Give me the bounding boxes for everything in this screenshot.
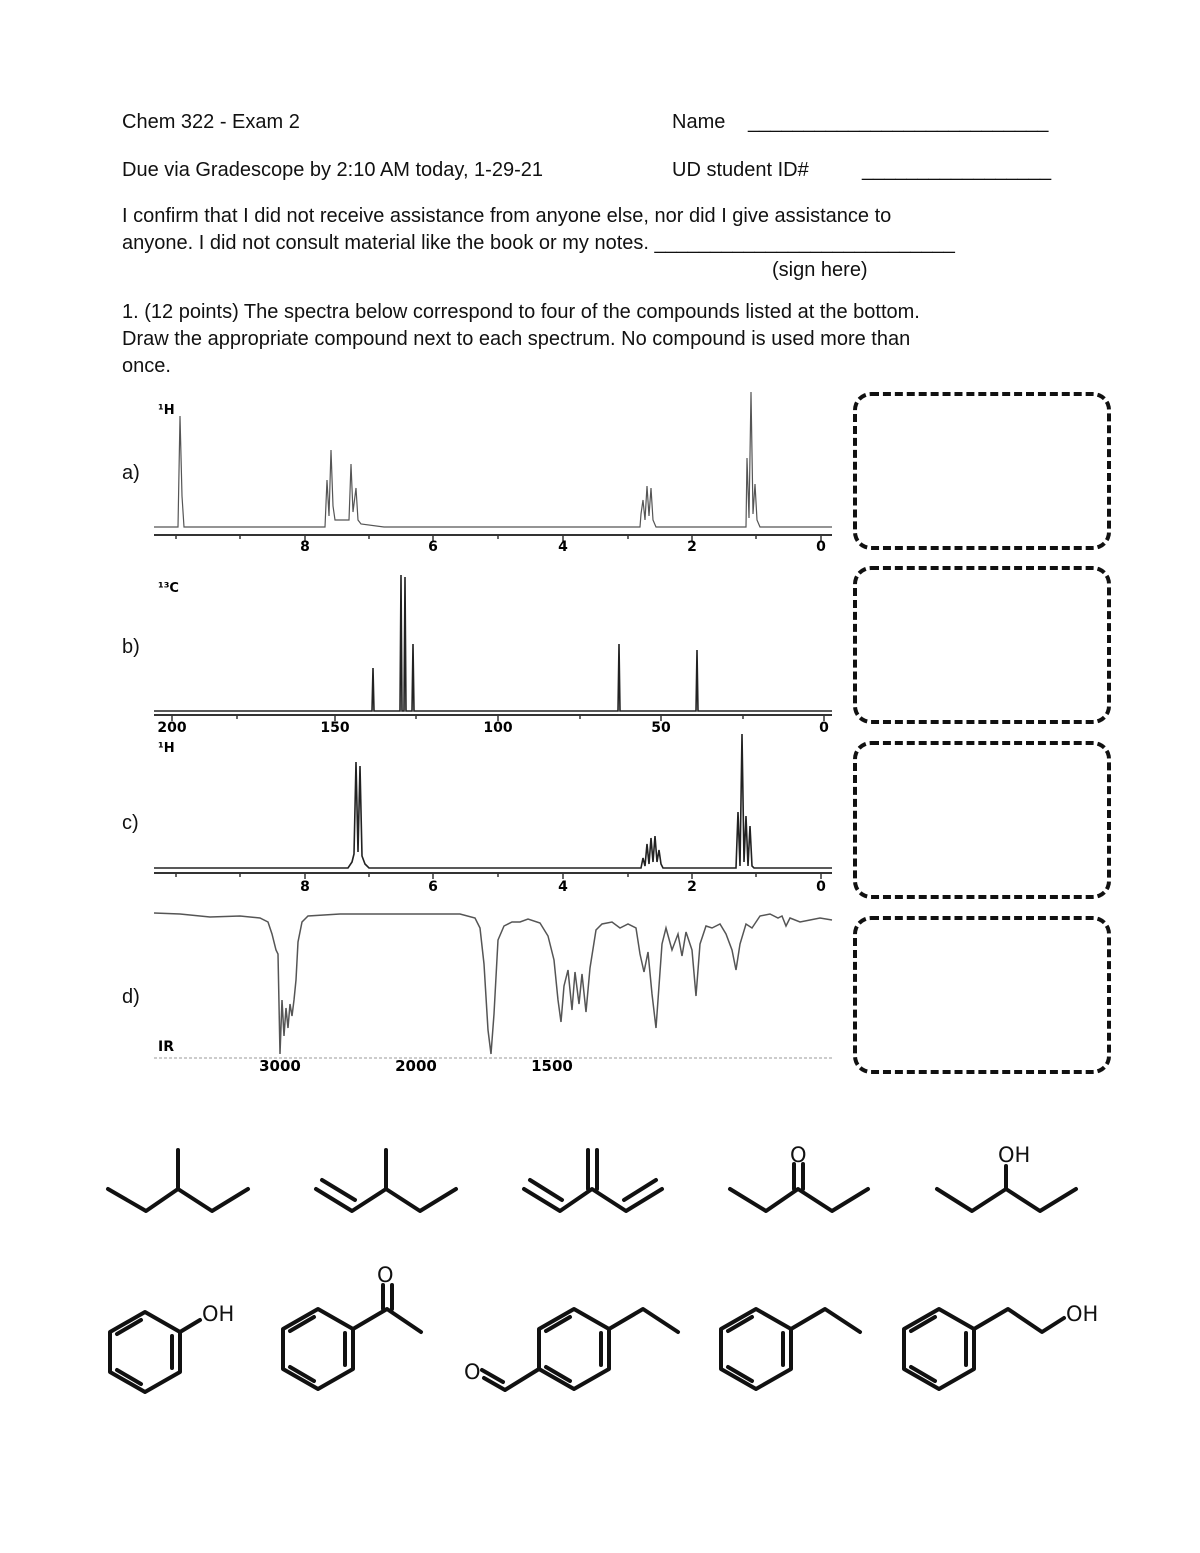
x-tick-label: 3000 bbox=[259, 1057, 301, 1075]
x-tick-label: 200 bbox=[157, 720, 187, 736]
pledge-line-2[interactable]: anyone. I did not consult material like the book or my notes. ___________________________ bbox=[122, 232, 955, 254]
question-line-1: 1. (12 points) The spectra below correspond to four of the compounds listed at the bottom. bbox=[122, 301, 920, 323]
part-label-d: d) bbox=[122, 986, 140, 1008]
x-tick-label: 150 bbox=[320, 720, 350, 736]
student-id-label: UD student ID# bbox=[672, 159, 809, 181]
answer-box-d[interactable] bbox=[853, 916, 1111, 1074]
x-tick-label: 0 bbox=[816, 879, 826, 895]
x-tick-label: 100 bbox=[483, 720, 513, 736]
x-tick-label: 2000 bbox=[395, 1057, 437, 1075]
x-tick-label: 0 bbox=[819, 720, 829, 736]
ketone-oxygen-label: O bbox=[790, 1143, 807, 1167]
compound-phenol bbox=[110, 1312, 200, 1392]
compound-2-phenylethanol bbox=[904, 1309, 1064, 1389]
x-tick-label: 2 bbox=[687, 539, 697, 555]
compound-3-pentanone bbox=[730, 1164, 868, 1211]
x-tick-label: 4 bbox=[558, 879, 568, 895]
spectrum-c-h-nmr bbox=[100, 732, 840, 898]
question-line-2: Draw the appropriate compound next to each spectrum. No compound is used more than bbox=[122, 328, 911, 350]
x-tick-label: 1500 bbox=[531, 1057, 573, 1075]
due-date: Due via Gradescope by 2:10 AM today, 1-29-21 bbox=[122, 159, 543, 181]
spectrum-a-h-nmr bbox=[100, 388, 840, 558]
nmr-type-label: ¹³C bbox=[158, 581, 179, 596]
answer-box-b[interactable] bbox=[853, 566, 1111, 724]
aldehyde-oxygen-label: O bbox=[464, 1360, 481, 1384]
question-line-3: once. bbox=[122, 355, 171, 377]
compound-3-methylene-1-4-pentadiene bbox=[524, 1150, 662, 1211]
ir-type-label: IR bbox=[158, 1039, 174, 1055]
alcohol-oh-label: OH bbox=[998, 1143, 1031, 1167]
acetophenone-oxygen-label: O bbox=[377, 1263, 394, 1287]
sign-hint: (sign here) bbox=[772, 259, 868, 281]
x-tick-label: 2 bbox=[687, 879, 697, 895]
nmr-type-label: ¹H bbox=[158, 403, 175, 418]
x-tick-label: 6 bbox=[428, 879, 438, 895]
compound-ethylbenzene bbox=[721, 1309, 860, 1389]
x-tick-label: 4 bbox=[558, 539, 568, 555]
x-tick-label: 8 bbox=[300, 539, 310, 555]
phenethyl-oh-label: OH bbox=[1066, 1302, 1099, 1326]
answer-box-a[interactable] bbox=[853, 392, 1111, 550]
compound-3-pentanol bbox=[937, 1166, 1076, 1211]
compound-3-methyl-1-pentene bbox=[316, 1150, 456, 1211]
part-label-a: a) bbox=[122, 462, 140, 484]
spectrum-d-ir bbox=[100, 904, 840, 1076]
phenol-oh-label: OH bbox=[202, 1302, 235, 1326]
name-label: Name bbox=[672, 111, 726, 133]
compound-acetophenone bbox=[283, 1285, 421, 1389]
compound-list bbox=[0, 1130, 1200, 1410]
compound-3-methylpentane bbox=[108, 1150, 248, 1211]
part-label-c: c) bbox=[122, 812, 139, 834]
part-label-b: b) bbox=[122, 636, 140, 658]
x-tick-label: 6 bbox=[428, 539, 438, 555]
x-tick-label: 8 bbox=[300, 879, 310, 895]
nmr-type-label: ¹H bbox=[158, 741, 175, 756]
student-id-field[interactable]: _________________ bbox=[862, 159, 1052, 181]
course-title: Chem 322 - Exam 2 bbox=[122, 111, 300, 133]
name-field[interactable]: ___________________________ bbox=[748, 111, 1049, 133]
x-tick-label: 0 bbox=[816, 539, 826, 555]
x-tick-label: 50 bbox=[651, 720, 671, 736]
pledge-line-1: I confirm that I did not receive assistance from anyone else, nor did I give assistance to bbox=[122, 205, 892, 227]
compound-4-ethylbenzaldehyde bbox=[482, 1309, 678, 1390]
answer-box-c[interactable] bbox=[853, 741, 1111, 899]
spectrum-b-c-nmr bbox=[100, 562, 840, 738]
